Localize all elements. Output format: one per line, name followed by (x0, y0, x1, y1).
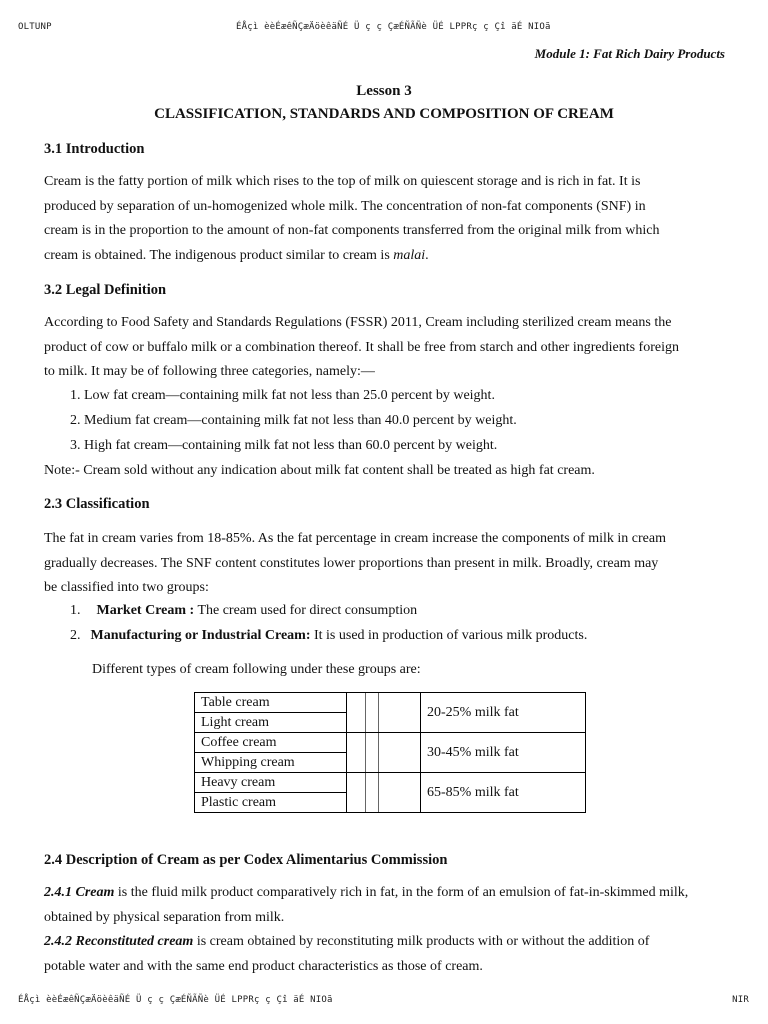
table-cell: Table cream (195, 693, 347, 713)
table-row (195, 733, 586, 753)
paragraph-line: produced by separation of un-homogenized whole milk. The concentration of non-fat components (SNF) in (44, 198, 646, 214)
section-heading-legal-definition: 3.2 Legal Definition (44, 282, 167, 298)
header-left-code: OLTUNP (18, 22, 52, 32)
paragraph-line: cream is in the proportion to the amount of non-fat components transferred from the original milk from which (44, 223, 660, 239)
table-cell (347, 733, 421, 773)
list-item-industrial-cream: 2. Manufacturing or Industrial Cream: It is used in production of various milk products. (70, 628, 588, 643)
introduction-paragraph (44, 170, 726, 269)
lesson-title: CLASSIFICATION, STANDARDS AND COMPOSITION OF CREAM (154, 106, 614, 122)
table-cell (347, 693, 421, 733)
table-cell: Coffee cream (195, 733, 347, 753)
section-heading-codex: 2.4 Description of Cream as per Codex Alimentarius Commission (44, 852, 448, 868)
page-number: NIR (732, 995, 749, 1005)
paragraph-line: gradually decreases. The SNF content constitutes lower proportions than present in milk. Broadly, cream may (44, 555, 659, 571)
paragraph-line: cream is obtained. The indigenous product similar to cream is malai. (44, 248, 429, 264)
paragraph-line: be classified into two groups: (44, 580, 209, 596)
table-row (195, 693, 586, 713)
cream-types-table (194, 692, 586, 813)
paragraph-line: According to Food Safety and Standards Regulations (FSSR) 2011, Cream including sterilized cream means the (44, 315, 672, 330)
codex-cream-paragraph (44, 881, 726, 980)
section-heading-introduction: 3.1 Introduction (44, 141, 145, 157)
classification-paragraph (44, 527, 726, 601)
list-item-medium-fat: 2. Medium fat cream—containing milk fat not less than 40.0 percent by weight. (70, 413, 517, 428)
table-cell: Heavy cream (195, 773, 347, 793)
section-heading-classification: 2.3 Classification (44, 496, 150, 512)
paragraph-line: Cream is the fatty portion of milk which rises to the top of milk on quiescent storage and is rich in fat. It is (44, 174, 641, 189)
note-text: Note:- Cream sold without any indication about milk fat content shall be treated as high fat cream. (44, 463, 595, 478)
paragraph-line: The fat in cream varies from 18-85%. As the fat percentage in cream increase the components of milk in cream (44, 531, 666, 546)
legal-definition-paragraph (44, 311, 726, 385)
table-cell (347, 773, 421, 813)
table-cell: 20-25% milk fat (421, 693, 586, 733)
list-item-low-fat: 1. Low fat cream—containing milk fat not less than 25.0 percent by weight. (70, 388, 495, 403)
lesson-number: Lesson 3 (356, 83, 412, 99)
paragraph-line: obtained by physical separation from milk. (44, 909, 285, 925)
table-cell: Plastic cream (195, 793, 347, 813)
table-row (195, 773, 586, 793)
paragraph-line: 2.4.1 Cream is the fluid milk product comparatively rich in fat, in the form of an emulsion of fat-in-skimmed milk, (44, 885, 689, 900)
module-title: Module 1: Fat Rich Dairy Products (534, 46, 725, 61)
paragraph-line: to milk. It may be of following three categories, namely:— (44, 364, 375, 380)
table-cell: Whipping cream (195, 753, 347, 773)
malai-term: malai (393, 248, 426, 264)
table-cell: 65-85% milk fat (421, 773, 586, 813)
reconstituted-cream-term: 2.4.2 Reconstituted cream (44, 934, 194, 950)
paragraph-line: 2.4.2 Reconstituted cream is cream obtained by reconstituting milk products with or without the addition of (44, 934, 650, 950)
footer-left-code: ÉÅçì èèÉæêÑÇæÄöèêäÑÉ Ü ç ç ÇæÉÑÃÑè ÜÉ LPPRç ç Çî äÉ NIOã (18, 995, 333, 1005)
table-intro-text: Different types of cream following under these groups are: (92, 662, 421, 677)
cream-term: 2.4.1 Cream (44, 885, 115, 900)
header-center-code: ÉÅçì èèÉæêÑÇæÄöèêäÑÉ Ü ç ç ÇæÉÑÃÑè ÜÉ LPPRç ç Çî äÉ NIOã (236, 22, 551, 32)
list-item-high-fat: 3. High fat cream—containing milk fat not less than 60.0 percent by weight. (70, 438, 498, 453)
paragraph-line: potable water and with the same end product characteristics as those of cream. (44, 959, 483, 975)
paragraph-line: product of cow or buffalo milk or a combination thereof. It shall be free from starch and other ingredients foreign (44, 339, 679, 355)
table-cell: 30-45% milk fat (421, 733, 586, 773)
table-cell: Light cream (195, 713, 347, 733)
list-item-market-cream: 1. Market Cream : The cream used for direct consumption (70, 603, 418, 618)
